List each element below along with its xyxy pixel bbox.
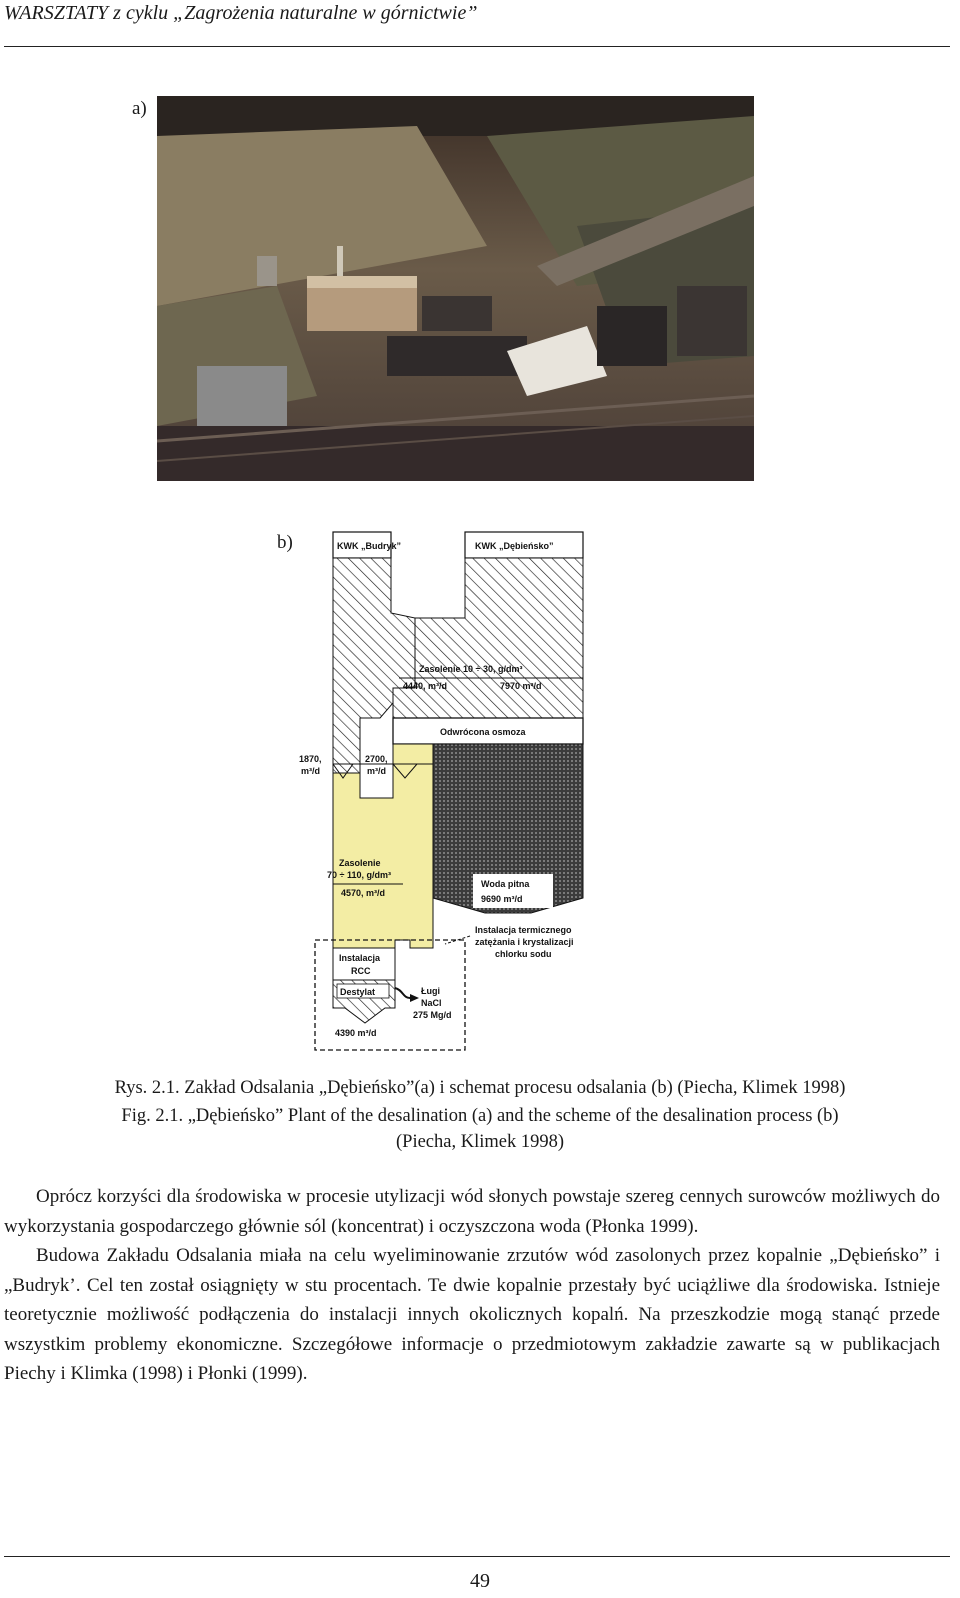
rcc-label-1: Instalacja: [339, 953, 381, 963]
thermal-note-1: Instalacja termicznego: [475, 925, 572, 935]
flow-4570: 4570, m³/d: [341, 888, 386, 898]
thermal-note-3: chlorku sodu: [495, 949, 552, 959]
header-rule: [4, 46, 950, 47]
flow-left-top: 4440, m³/d: [403, 681, 448, 691]
brines-label: Ługi: [421, 986, 440, 996]
debiensko-flow: [393, 558, 583, 718]
thermal-note-2: zatężania i krystalizacji: [475, 937, 574, 947]
running-header: WARSZTATY z cyklu „Zagrożenia naturalne w górnictwie”: [4, 2, 478, 24]
flow-right-top: 7970 m³/d: [500, 681, 542, 691]
distillate-label: Destylat: [340, 987, 376, 997]
flow-2700-unit: m³/d: [367, 766, 386, 776]
fresh-water-flow: 9690 m³/d: [481, 894, 523, 904]
paragraph-1: Oprócz korzyści dla środowiska w procesie utylizacji wód słonych powstaje szereg cennych surowców możliwych do wykorzystania gospodarczego głównie sól (koncentrat) i oczyszczona woda (Płonka 1999).: [4, 1186, 940, 1237]
flow-1870-unit: m³/d: [301, 766, 320, 776]
fresh-water-label: Woda pitna: [481, 879, 530, 889]
nacl-label: NaCl: [421, 998, 442, 1008]
figure-label-b: b): [277, 532, 293, 553]
body-text: [4, 1182, 940, 1389]
nacl-flow: 275 Mg/d: [413, 1010, 452, 1020]
salinity-mid-value: 70 ÷ 110, g/dm³: [327, 870, 391, 880]
caption-english-line1: Fig. 2.1. „Dębieńsko” Plant of the desalination (a) and the scheme of the desalination process (b): [121, 1106, 839, 1126]
paragraph-2: Budowa Zakładu Odsalania miała na celu wyeliminowanie zrzutów wód zasolonych przez kopalnie „Dębieńsko” i „Budryk’. Cel ten został osiągnięty w stu procentach. Te dwie kopalnie przestały być uciążliwe dla środowiska. Istnieje teoretycznie możliwość podłączenia do instalacji innych okolicznych kopalń. Na przeszkodzie mogą stanąć przede wszystkim problemy ekonomiczne. Szczegółowe informacje o przedmiotowym zakładzie zawarte są w publikacjach Piechy i Klimka (1998) i Płonki (1999).: [4, 1245, 940, 1384]
rcc-label-2: RCC: [351, 966, 371, 976]
footer-rule: [4, 1556, 950, 1557]
caption-polish: Rys. 2.1. Zakład Odsalania „Dębieńsko”(a) i schemat procesu odsalania (b) (Piecha, Klimek 1998): [114, 1078, 846, 1098]
salinity-top-label: Zasolenie 10 ÷ 30, g/dm³: [419, 664, 523, 674]
flow-1870-value: 1870,: [299, 754, 322, 764]
mine-debiensko-label: KWK „Dębieńsko”: [475, 541, 554, 551]
salinity-mid-label: Zasolenie: [339, 858, 381, 868]
reverse-osmosis-label: Odwrócona osmoza: [440, 727, 526, 737]
flow-2700-value: 2700,: [365, 754, 388, 764]
desalination-scheme: [295, 528, 615, 1056]
page-number: 49: [470, 1570, 490, 1592]
figure-label-a: a): [132, 98, 147, 119]
aerial-photo: [157, 96, 754, 481]
flow-4390: 4390 m³/d: [335, 1028, 377, 1038]
caption-english-line2: (Piecha, Klimek 1998): [396, 1132, 564, 1152]
mine-budryk-label: KWK „Budryk”: [337, 541, 402, 551]
